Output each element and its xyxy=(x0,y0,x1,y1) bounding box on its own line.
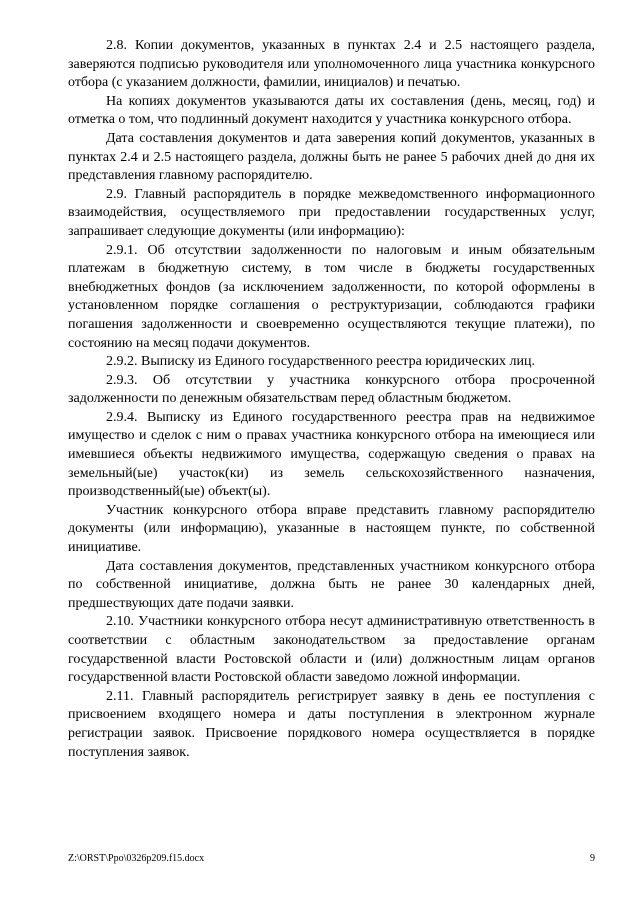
paragraph-2-9: 2.9. Главный распорядитель в порядке межведомственного информационного взаимодействия, осуществляемого при предоставлении государственных услуг, запрашивает следующие документы (или информацию): xyxy=(68,186,595,239)
paragraph-2-11: 2.11. Главный распорядитель регистрирует заявку в день ее поступления с присвоением входящего номера и даты поступления в электронном журнале регистрации заявок. Присвоение порядкового номера осуществляется в порядке поступления заявок. xyxy=(68,688,595,760)
document-body xyxy=(68,37,595,762)
paragraph-date-composition: Дата составления документов и дата заверения копий документов, указанных в пунктах 2.4 и 2.5 настоящего раздела, должны быть не ранее 5 рабочих дней до дня их представления главному распорядителю. xyxy=(68,130,595,184)
paragraph-2-10: 2.10. Участники конкурсного отбора несут административную ответственность в соответствии с областным законодательством за предоставление органам государственной власти Ростовской области и (или) должностным лицам органов государственной власти Ростовской области заведомо ложной информации. xyxy=(68,614,595,686)
paragraph-2-9-1: 2.9.1. Об отсутствии задолженности по налоговым и иным обязательным платежам в бюджетную систему, в том числе в бюджеты государственных внебюджетных фондов (за исключением задолженности, по которой оформлены в установленном порядке соглашения о реструктуризации, соблюдаются графики погашения задолженности и своевременно осуществляются текущие платежи), по состоянию на месяц подачи документов. xyxy=(68,242,595,351)
paragraph-2-9-3: 2.9.3. Об отсутствии у участника конкурсного отбора просроченной задолженности по денежным обязательствам перед областным бюджетом. xyxy=(68,372,595,407)
paragraph-date-30-days: Дата составления документов, представленных участником конкурсного отбора по собственной инициативе, должна быть не ранее 30 календарных дней, предшествующих дате подачи заявки. xyxy=(68,558,595,611)
paragraph-2-8: 2.8. Копии документов, указанных в пунктах 2.4 и 2.5 настоящего раздела, заверяются подписью руководителя или уполномоченного лица участника конкурсного отбора (с указанием должности, фамилии, инициалов) и печатью. xyxy=(68,38,595,91)
paragraph-copies-dates: На копиях документов указываются даты их составления (день, месяц, год) и отметка о том, что подлинный документ находится у участника конкурсного отбора. xyxy=(68,93,595,128)
paragraph-2-9-2: 2.9.2. Выписку из Единого государственного реестра юридических лиц. xyxy=(106,354,535,370)
footer-page-number: 9 xyxy=(590,853,595,864)
paragraph-2-9-4: 2.9.4. Выписку из Единого государственного реестра прав на недвижимое имущество и сделок с ним о правах участника конкурсного отбора на имеющиеся или имевшиеся объекты недвижимого имущества, содержащую сведения о правах на земельный(ые) участок(ки) из земель сельскохозяйственного назначения, производственный(ые) объект(ы). xyxy=(68,409,595,500)
paragraph-own-initiative: Участник конкурсного отбора вправе представить главному распорядителю документы (или информацию), указанные в настоящем пункте, по собственной инициативе. xyxy=(68,502,595,556)
footer-file-path: Z:\ORST\Ppo\0326p209.f15.docx xyxy=(68,853,205,864)
